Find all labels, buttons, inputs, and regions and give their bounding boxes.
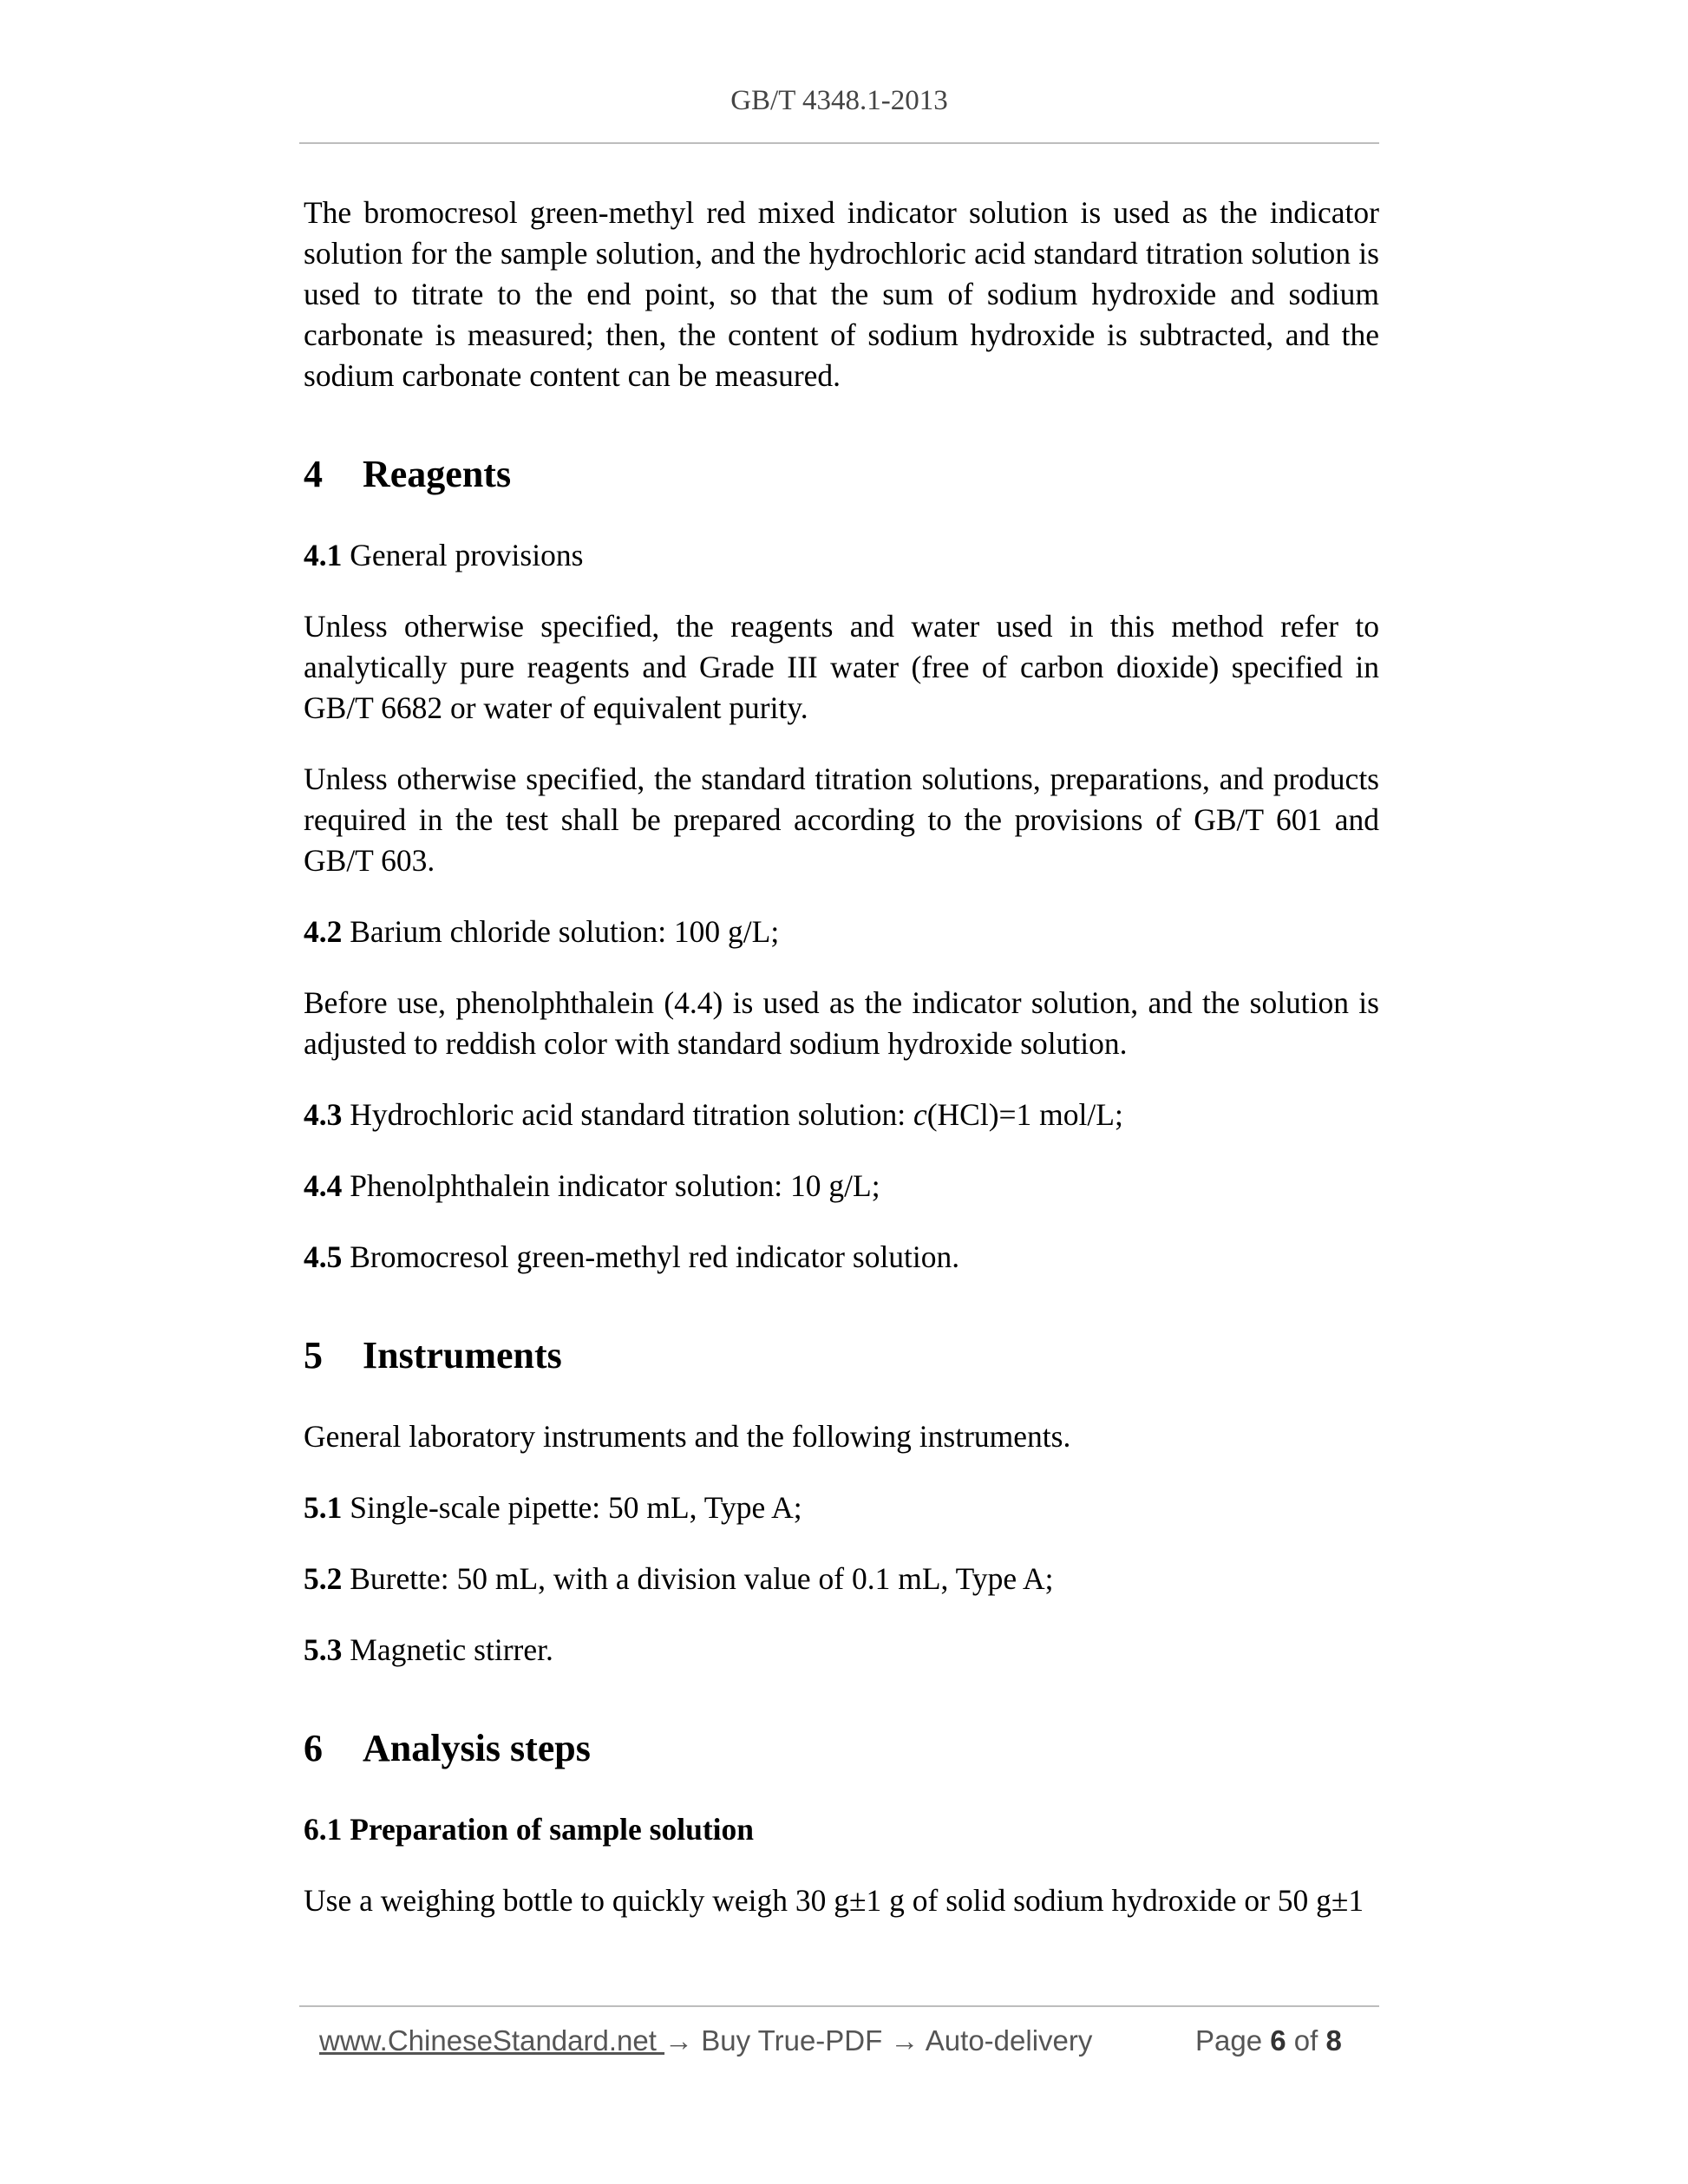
clause-text: Burette: 50 mL, with a division value of 0.1 mL, Type A; — [350, 1561, 1054, 1596]
clause-number: 4.2 — [304, 914, 343, 949]
page-current: 6 — [1270, 2024, 1286, 2056]
subsection-6-1-heading — [304, 1809, 1379, 1850]
clause-4-3 — [304, 1095, 1379, 1135]
arrow-right-icon: → — [664, 2024, 694, 2056]
section-title: Reagents — [363, 453, 512, 495]
clause-text-tail: (HCl)=1 mol/L; — [926, 1097, 1123, 1132]
clause-number: 4.5 — [304, 1239, 343, 1274]
clause-4-4 — [304, 1166, 1379, 1206]
arrow-right-icon: → — [890, 2024, 919, 2056]
subsection-number: 6.1 — [304, 1812, 343, 1847]
clause-5-3 — [304, 1630, 1379, 1671]
paragraph-sample-prep: Use a weighing bottle to quickly weigh 30 g±1 g of solid sodium hydroxide or 50 g±1 — [304, 1883, 1364, 1918]
intro-paragraph: The bromocresol green-methyl red mixed indicator solution is used as the indicator solution for the sample solution, and the hydrochloric acid standard titration solution is used to titrate to the end point, so that the sum of sodium hydroxide and sodium carbonate is measured; then, the content of sodium hydroxide is subtracted, and the sodium carbonate content can be measured. — [304, 195, 1379, 393]
clause-number: 4.4 — [304, 1168, 343, 1203]
paragraph-general-1: Unless otherwise specified, the reagents and water used in this method refer to analytically pure reagents and Grade III water (free of carbon dioxide) specified in GB/T 6682 or water of equivalent purity. — [304, 609, 1379, 725]
section-5-heading — [304, 1330, 1379, 1382]
subsection-title: Preparation of sample solution — [350, 1812, 755, 1847]
clause-text: Barium chloride solution: 100 g/L; — [350, 914, 780, 949]
page-total: 8 — [1325, 2024, 1342, 2056]
paragraph-barium-note: Before use, phenolphthalein (4.4) is used as the indicator solution, and the solution is adjusted to reddish color with standard sodium hydroxide solution. — [304, 985, 1379, 1061]
header-divider — [299, 142, 1379, 144]
section-number: 4 — [304, 453, 323, 495]
footer-divider — [299, 2005, 1379, 2007]
clause-number: 5.1 — [304, 1490, 343, 1525]
clause-4-2 — [304, 912, 1379, 952]
clause-number: 5.3 — [304, 1632, 343, 1667]
auto-delivery-text: Auto-delivery — [919, 2024, 1093, 2056]
clause-5-2 — [304, 1559, 1379, 1599]
clause-number: 5.2 — [304, 1561, 343, 1596]
section-6-heading — [304, 1723, 1379, 1775]
buy-pdf-text: Buy True-PDF — [693, 2024, 891, 2056]
clause-text: Bromocresol green-methyl red indicator solution. — [350, 1239, 960, 1274]
clause-text: Phenolphthalein indicator solution: 10 g/L; — [350, 1168, 880, 1203]
section-4-heading — [304, 448, 1379, 500]
concentration-symbol: c — [913, 1097, 927, 1132]
page-indicator — [1195, 2024, 1342, 2057]
paragraph-general-2: Unless otherwise specified, the standard titration solutions, preparations, and products required in the test shall be prepared according to the provisions of GB/T 601 and GB/T 603. — [304, 762, 1379, 878]
section-title: Instruments — [363, 1334, 562, 1376]
clause-number: 4.3 — [304, 1097, 343, 1132]
running-header: GB/T 4348.1-2013 — [730, 85, 948, 116]
clause-text: Single-scale pipette: 50 mL, Type A; — [350, 1490, 802, 1525]
section-number: 6 — [304, 1727, 323, 1769]
clause-text: Magnetic stirrer. — [350, 1632, 553, 1667]
clause-4-5 — [304, 1237, 1379, 1278]
page-label: Page — [1195, 2024, 1263, 2056]
clause-number: 4.1 — [304, 538, 343, 572]
page-of: of — [1293, 2024, 1318, 2056]
page-content — [304, 193, 1379, 1952]
page-footer — [319, 2024, 1360, 2057]
website-link[interactable]: www.ChineseStandard.net — [319, 2024, 665, 2056]
section-number: 5 — [304, 1334, 323, 1376]
clause-text: General provisions — [350, 538, 584, 572]
clause-5-1 — [304, 1488, 1379, 1528]
clause-text: Hydrochloric acid standard titration solution: — [350, 1097, 913, 1132]
section-title: Analysis steps — [363, 1727, 591, 1769]
instruments-intro: General laboratory instruments and the following instruments. — [304, 1419, 1071, 1454]
clause-4-1 — [304, 535, 1379, 576]
